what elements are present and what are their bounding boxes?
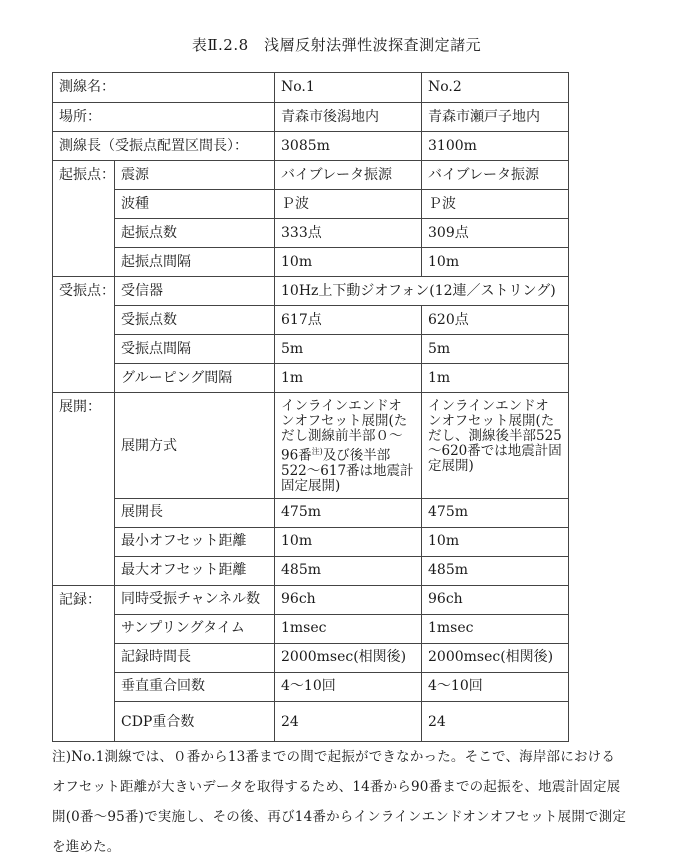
cell-no2: 5m xyxy=(422,335,569,364)
cell-no2: 485m xyxy=(422,556,569,585)
cell-no1: 2000msec(相関後) xyxy=(275,643,422,672)
group-label-source: 起振点： xyxy=(53,161,115,277)
cell-no1: 485m xyxy=(275,556,422,585)
row-label: 最大オフセット距離 xyxy=(115,556,275,585)
row-label: 受振点数 xyxy=(115,306,275,335)
row-label: 同時受振チャンネル数 xyxy=(115,585,275,614)
cell-no2: 309点 xyxy=(422,219,569,248)
cell-no2: 24 xyxy=(422,701,569,741)
table-row xyxy=(53,132,569,161)
spread-method-no1-a: インラインエンドオンオフセット展開(ただし測線前半部０～96番 xyxy=(281,398,408,464)
spec-table xyxy=(52,72,569,742)
cell-no2: 1msec xyxy=(422,614,569,643)
row-label-location: 場所： xyxy=(53,103,275,132)
cell-no1 xyxy=(275,393,422,499)
table-row xyxy=(53,248,569,277)
cell-no2: 青森市瀬戸子地内 xyxy=(422,103,569,132)
cell-no1: 1m xyxy=(275,364,422,393)
row-label: 垂直重合回数 xyxy=(115,672,275,701)
cell-no1: 96ch xyxy=(275,585,422,614)
table-row xyxy=(53,701,569,741)
cell-no1: Ｐ波 xyxy=(275,190,422,219)
table-row xyxy=(53,190,569,219)
cell-no2: 1m xyxy=(422,364,569,393)
table-row xyxy=(53,306,569,335)
group-label-spread: 展開： xyxy=(53,393,115,586)
row-label-line-length: 測線長（受振点配置区間長）： xyxy=(53,132,275,161)
cell-no1: 475m xyxy=(275,498,422,527)
table-row xyxy=(53,556,569,585)
row-label: 展開方式 xyxy=(115,393,275,499)
row-label: 起振点数 xyxy=(115,219,275,248)
row-label: 受信器 xyxy=(115,277,275,306)
cell-no1: 1msec xyxy=(275,614,422,643)
cell-no1: 4～10回 xyxy=(275,672,422,701)
table-row xyxy=(53,527,569,556)
cell-no1: 333点 xyxy=(275,219,422,248)
cell-no2: 3100m xyxy=(422,132,569,161)
cell-no2: 620点 xyxy=(422,306,569,335)
footnote: 注)No.1測線では、０番から13番までの間で起振ができなかった。そこで、海岸部におけるオフセット距離が大きいデータを取得するため、14番から90番までの起振を、地震計固定展開(0番～95番)で実施し、その後、再び14番からインラインエンドオンオフセット展開で測定を進めた。 xyxy=(52,749,627,855)
note-marker: 注) xyxy=(311,447,323,456)
table-row xyxy=(53,614,569,643)
table-row xyxy=(53,585,569,614)
row-label: サンプリングタイム xyxy=(115,614,275,643)
cell-no2: 10m xyxy=(422,248,569,277)
cell-no2: 2000msec(相関後) xyxy=(422,643,569,672)
cell-no2: 475m xyxy=(422,498,569,527)
cell-no2: バイブレータ振源 xyxy=(422,161,569,190)
cell-no2: 10m xyxy=(422,527,569,556)
row-label: 最小オフセット距離 xyxy=(115,527,275,556)
row-label: 起振点間隔 xyxy=(115,248,275,277)
cell-no2: 4～10回 xyxy=(422,672,569,701)
row-label: 展開長 xyxy=(115,498,275,527)
table-row xyxy=(53,73,569,103)
cell-no1: 青森市後潟地内 xyxy=(275,103,422,132)
row-label: 震源 xyxy=(115,161,275,190)
table-row xyxy=(53,277,569,306)
table-caption: 表Ⅱ.2.8 浅層反射法弾性波探査測定諸元 xyxy=(191,36,482,54)
row-label: 受振点間隔 xyxy=(115,335,275,364)
row-label: CDP重合数 xyxy=(115,701,275,741)
spread-method-no1-b: 及び後半部522～617番は地震計固定展開) xyxy=(281,447,414,494)
table-row xyxy=(53,219,569,248)
table-row xyxy=(53,672,569,701)
cell-no1: 24 xyxy=(275,701,422,741)
table-row xyxy=(53,393,569,499)
table-row xyxy=(53,643,569,672)
row-label: 記録時間長 xyxy=(115,643,275,672)
cell-no2: Ｐ波 xyxy=(422,190,569,219)
cell-no2: No.2 xyxy=(422,73,569,103)
cell-no1: No.1 xyxy=(275,73,422,103)
table-row xyxy=(53,498,569,527)
row-label: グルーピング間隔 xyxy=(115,364,275,393)
cell-no2: 96ch xyxy=(422,585,569,614)
cell-no1: 10m xyxy=(275,527,422,556)
cell-no1: 3085m xyxy=(275,132,422,161)
cell-no1: 10m xyxy=(275,248,422,277)
table-row xyxy=(53,335,569,364)
cell-receiver-spanning: 10Hz上下動ジオフォン(12連／ストリング) xyxy=(275,277,569,306)
cell-no1: 617点 xyxy=(275,306,422,335)
row-label: 波種 xyxy=(115,190,275,219)
group-label-receiver: 受振点： xyxy=(53,277,115,393)
row-label-line-name: 測線名： xyxy=(53,73,275,103)
cell-no1: バイブレータ振源 xyxy=(275,161,422,190)
table-row xyxy=(53,103,569,132)
cell-no2: インラインエンドオンオフセット展開(ただし、測線後半部525～620番では地震計固定展開) xyxy=(422,393,569,499)
group-label-record: 記録： xyxy=(53,585,115,741)
cell-no1: 5m xyxy=(275,335,422,364)
table-row xyxy=(53,161,569,190)
table-row xyxy=(53,364,569,393)
